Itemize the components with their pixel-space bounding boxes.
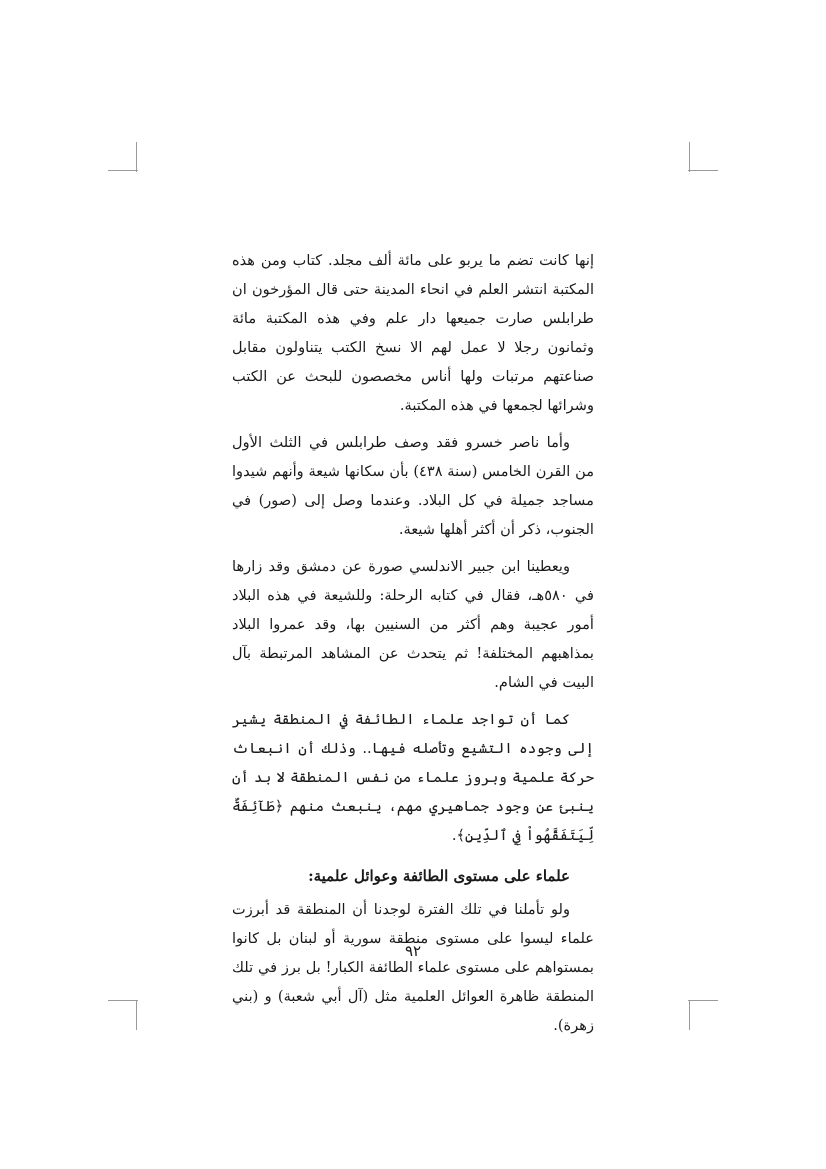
crop-mark-top-left-horizontal [108,170,138,171]
paragraph-4 [232,705,594,850]
crop-mark-bottom-left-horizontal [108,1000,138,1001]
paragraph-5: ولو تأملنا في تلك الفترة لوجدنا أن المنطقة قد أبرزت علماء ليسوا على مستوى منطقة سورية أو لبنان بل كانوا بمستواهم على مستوى علماء الطائفة الكبار! بل برز في تلك المنطقة ظاهرة العوائل العلمية مثل (آل أبي شعبة) و (بني زهرة). [232,901,594,1034]
page-number: ٩٢ [404,942,422,960]
crop-mark-bottom-left-vertical [136,1000,137,1030]
crop-mark-bottom-right-vertical [689,1000,690,1030]
page-body [232,246,594,1040]
paragraph-2: وأما ناصر خسرو فقد وصف طرابلس في الثلث الأول من القرن الخامس (سنة ٤٣٨) بأن سكانها شيعة وأنهم شيدوا مساجد جميلة في كل البلاد. وعندما وصل إلى (صور) في الجنوب، ذكر أن أكثر أهلها شيعة. [232,434,595,538]
crop-mark-top-right-horizontal [688,170,718,171]
paragraph-4-end: . [451,827,457,844]
crop-mark-top-right-vertical [689,142,690,172]
quran-verse: ﴿طَآئِفَةٌ لِّيَتَفَقَّهُواْ فِي ٱلدِّينِ﴾ [232,798,594,844]
crop-mark-bottom-right-horizontal [688,1000,718,1001]
paragraph-3: ويعطينا ابن جبير الاندلسي صورة عن دمشق وقد زارها في ٥٨٠هـ، فقال في كتابه الرحلة: وللشيعة في هذه البلاد أمور عجيبة وهم أكثر من السنيين بها، وقد عمروا البلاد بمذاهبهم المختلفة! ثم يتحدث عن المشاهد المرتبطة بآل البيت في الشام. [232,558,594,691]
paragraph-1: إنها كانت تضم ما يربو على مائة ألف مجلد. كتاب ومن هذه المكتبة انتشر العلم في انحاء المدينة حتى قال المؤرخون ان طرابلس صارت جميعها دار علم وفي هذه المكتبة مائة وثمانون رجلا لا عمل لهم الا نسخ الكتب يتناولون مقابل صناعتهم مرتبات ولها أناس مخصصون للبحث عن الكتب وشرائها لجمعها في هذه المكتبة. [232,252,594,414]
crop-mark-top-left-vertical [136,142,137,172]
paragraph-4-text: كما أن تواجد علماء الطائفة في المنطقة يشير إلى وجوده التشيع وتأصله فيها.. وذلك أن انبعاث حركة علمية وبروز علماء من نفس المنطقة لا بد أن ينبئ عن وجود جماهيري مهم، ينبعث منهم [232,711,594,815]
section-heading: علماء على مستوى الطائفة وعوائل علمية: [308,867,570,885]
